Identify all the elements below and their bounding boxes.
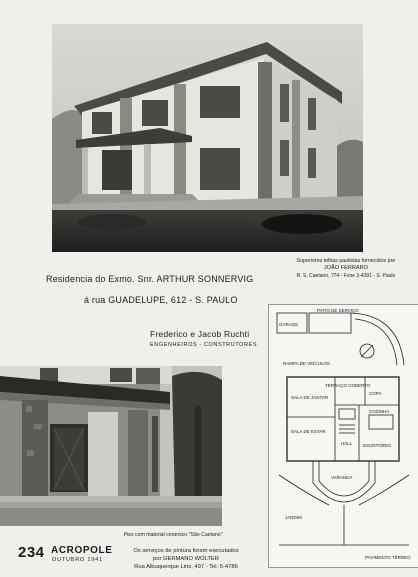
plan-label-jardim: JARDIM — [285, 515, 302, 520]
address-caption: á rua GUADELUPE, 612 - S. PAULO — [84, 295, 238, 305]
floor-credit: Piso com material ceramico "São Caetano" — [123, 532, 223, 538]
architects-role: ENGENHEIROS - CONSTRUTORES — [150, 342, 258, 348]
floor-plan — [268, 304, 418, 568]
magazine-name: ACROPOLE — [51, 545, 113, 556]
plan-label-garage: GARAGE — [279, 322, 299, 327]
plan-caption: PAVIMENTO TÉRREO — [365, 555, 411, 560]
roof-credit-line3: R. S. Caetano, 774 - Fone 3-4391 - S. Paulo — [296, 273, 396, 279]
architects-caption: Frederico e Jacob Ruchti — [150, 329, 250, 339]
plan-label-rampa: RAMPA DE VEÍCULOS — [283, 361, 330, 366]
plan-label-cozinha: COZINHA — [369, 409, 390, 414]
plan-label-escritorio: ESCRITÓRIO — [363, 443, 392, 448]
house-exterior-photo — [52, 24, 363, 252]
roof-credit-line1: Superiores telhas paulistas fornecidos por — [296, 258, 396, 264]
roof-credit-supplier: JOÃO FERRARO — [323, 265, 369, 271]
plan-label-terrace: TERRAÇO COBERTO — [325, 383, 371, 388]
house-exterior-illustration — [52, 24, 363, 252]
plan-label-patio: PATIO DE SERVIÇO — [317, 308, 359, 313]
magazine-issue: OUTUBRO 1941 — [52, 557, 103, 563]
plan-label-sala-jantar: SALA DE JANTAR — [291, 395, 329, 400]
paint-credit-line2: por GERMANO WOLTER — [153, 556, 219, 562]
plan-label-copa: COPA — [369, 391, 382, 396]
plan-label-hall: HALL — [341, 441, 353, 446]
plan-label-sala-estar: SALA DE ESTAR — [291, 429, 326, 434]
page-number: 234 — [18, 544, 45, 561]
plan-label-varanda: VARANDA — [331, 475, 353, 480]
paint-credit-line1: Os serviços de pintura foram executados — [133, 548, 239, 554]
paint-credit-line3: Rua Albuquerque Lins, 497 - Tel. 5-4786 — [134, 564, 238, 570]
residence-caption: Residencia do Exmo. Snr. ARTHUR SONNERVIG — [46, 274, 254, 284]
porch-illustration — [0, 366, 222, 526]
porch-photo — [0, 366, 222, 526]
